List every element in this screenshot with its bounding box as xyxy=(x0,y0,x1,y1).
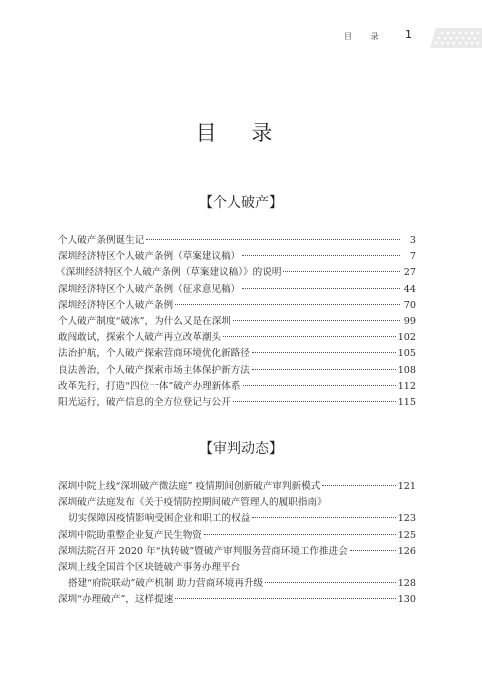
toc-entry-page: 112 xyxy=(397,380,416,392)
toc-entry-page: 7 xyxy=(409,251,416,263)
running-header-title: 目 录 xyxy=(344,32,387,41)
toc-leader-dots xyxy=(283,271,400,272)
toc-entry-title: 深圳“办理破产”，这样提速 xyxy=(58,594,174,606)
toc-leader-dots xyxy=(204,534,396,535)
toc-entry-page: 125 xyxy=(397,529,416,541)
toc-leader-dots xyxy=(350,550,396,551)
toc-leader-dots xyxy=(233,320,400,321)
toc-entry[interactable] xyxy=(58,395,416,411)
toc-entry[interactable] xyxy=(58,298,416,314)
section-heading-trial-news: 【审判动态】 xyxy=(199,441,283,457)
toc-leader-dots xyxy=(322,485,395,486)
toc-leader-dots xyxy=(265,582,396,583)
toc-entry-title: 搭建“府院联动”破产机制 助力营商环境再升级 xyxy=(68,578,264,590)
toc-entry-title: 深圳法院召开 2020 年“执转破”暨破产审判服务营商环境工作推进会 xyxy=(58,545,348,557)
toc-leader-dots xyxy=(252,352,396,353)
toc-entry-title: 深圳中院上线“深圳破产微法庭” 疫情期间创新破产审判新模式 xyxy=(58,481,321,492)
toc-entry[interactable] xyxy=(58,249,416,265)
page-title: 目 录 xyxy=(195,121,287,145)
toc-entry-page: 123 xyxy=(397,513,416,525)
toc-entry-title: 深圳中院助重整企业复产民生物资 xyxy=(58,529,202,541)
toc-entry[interactable] xyxy=(58,576,416,592)
toc-entry[interactable] xyxy=(58,233,416,249)
toc-entry-page: 130 xyxy=(397,594,416,606)
toc-entry-title: 深圳经济特区个人破产条例（征求意见稿） xyxy=(58,283,241,295)
toc-entry-title: 深圳上线全国首个区块链破产事务办理平台 xyxy=(58,561,241,573)
page-number: 1 xyxy=(405,28,412,41)
toc-entry-title: 改革先行，打造“四位一体”破产办理新体系 xyxy=(58,380,241,392)
toc-entry[interactable] xyxy=(58,495,416,511)
toc-entry-title: 法治护航，个人破产探索营商环境优化新路径 xyxy=(58,348,250,360)
toc-entry-title: 切实保障因疫情影响受困企业和职工的权益 xyxy=(68,513,251,525)
toc-entry-page: 115 xyxy=(397,396,416,408)
toc-leader-dots xyxy=(233,401,396,402)
toc-entry-title: 敢闯敢试，探索个人破产再立改革潮头 xyxy=(58,332,222,344)
toc-entry-title: 《深圳经济特区个人破产条例（草案建议稿）》的说明 xyxy=(56,267,282,279)
toc-entry-page: 126 xyxy=(397,545,416,557)
toc-entry-page: 3 xyxy=(409,235,416,246)
toc-entry[interactable] xyxy=(58,330,416,346)
toc-entry-page: 102 xyxy=(397,332,416,344)
toc-entry-page: 27 xyxy=(403,267,416,279)
toc-entry-title: 阳光运行，破产信息的全方位登记与公开 xyxy=(58,396,231,408)
toc-entry-page: 108 xyxy=(397,364,416,376)
toc-entry[interactable] xyxy=(58,528,416,544)
toc-entry[interactable] xyxy=(58,314,416,330)
toc-entry[interactable] xyxy=(58,282,416,298)
toc-leader-dots xyxy=(252,369,396,370)
toc-leader-dots xyxy=(146,239,400,240)
toc-entry[interactable] xyxy=(58,379,416,395)
toc-entry-page: 105 xyxy=(397,348,416,360)
toc-leader-dots xyxy=(242,288,400,289)
toc-list-trial-news xyxy=(58,479,416,609)
toc-entry[interactable] xyxy=(58,479,416,495)
toc-entry[interactable] xyxy=(58,511,416,527)
toc-entry-page: 121 xyxy=(397,481,416,492)
toc-leader-dots xyxy=(175,304,400,305)
toc-leader-dots xyxy=(223,336,396,337)
toc-entry-title: 个人破产条例诞生记 xyxy=(58,235,145,246)
toc-leader-dots xyxy=(243,385,396,386)
section-heading-personal-bankruptcy: 【个人破产】 xyxy=(199,195,283,211)
toc-entry[interactable] xyxy=(58,363,416,379)
toc-entry-page: 44 xyxy=(403,283,416,295)
toc-entry[interactable] xyxy=(58,544,416,560)
toc-entry-title: 个人破产制度“破冰”，为什么又是在深圳 xyxy=(58,315,231,327)
toc-entry[interactable] xyxy=(58,592,416,608)
toc-entry[interactable] xyxy=(56,265,416,281)
toc-entry-title: 深圳经济特区个人破产条例（草案建议稿） xyxy=(58,251,241,263)
toc-entry-title: 深圳破产法庭发布《关于疫情防控期间破产管理人的履职指南》 xyxy=(58,497,327,509)
toc-entry-page: 128 xyxy=(397,578,416,590)
toc-entry[interactable] xyxy=(58,560,416,576)
toc-entry-title: 良法善治，个人破产探索市场主体保护新方法 xyxy=(58,364,250,376)
header-dot-pattern xyxy=(430,28,482,48)
toc-entry-title: 深圳经济特区个人破产条例 xyxy=(58,299,174,311)
toc-leader-dots xyxy=(242,255,400,256)
toc-entry-page: 70 xyxy=(403,299,416,311)
toc-entry[interactable] xyxy=(58,346,416,362)
toc-leader-dots xyxy=(252,517,395,518)
toc-leader-dots xyxy=(175,598,395,599)
toc-entry-page: 99 xyxy=(403,315,416,327)
toc-list-personal-bankruptcy xyxy=(58,233,416,411)
